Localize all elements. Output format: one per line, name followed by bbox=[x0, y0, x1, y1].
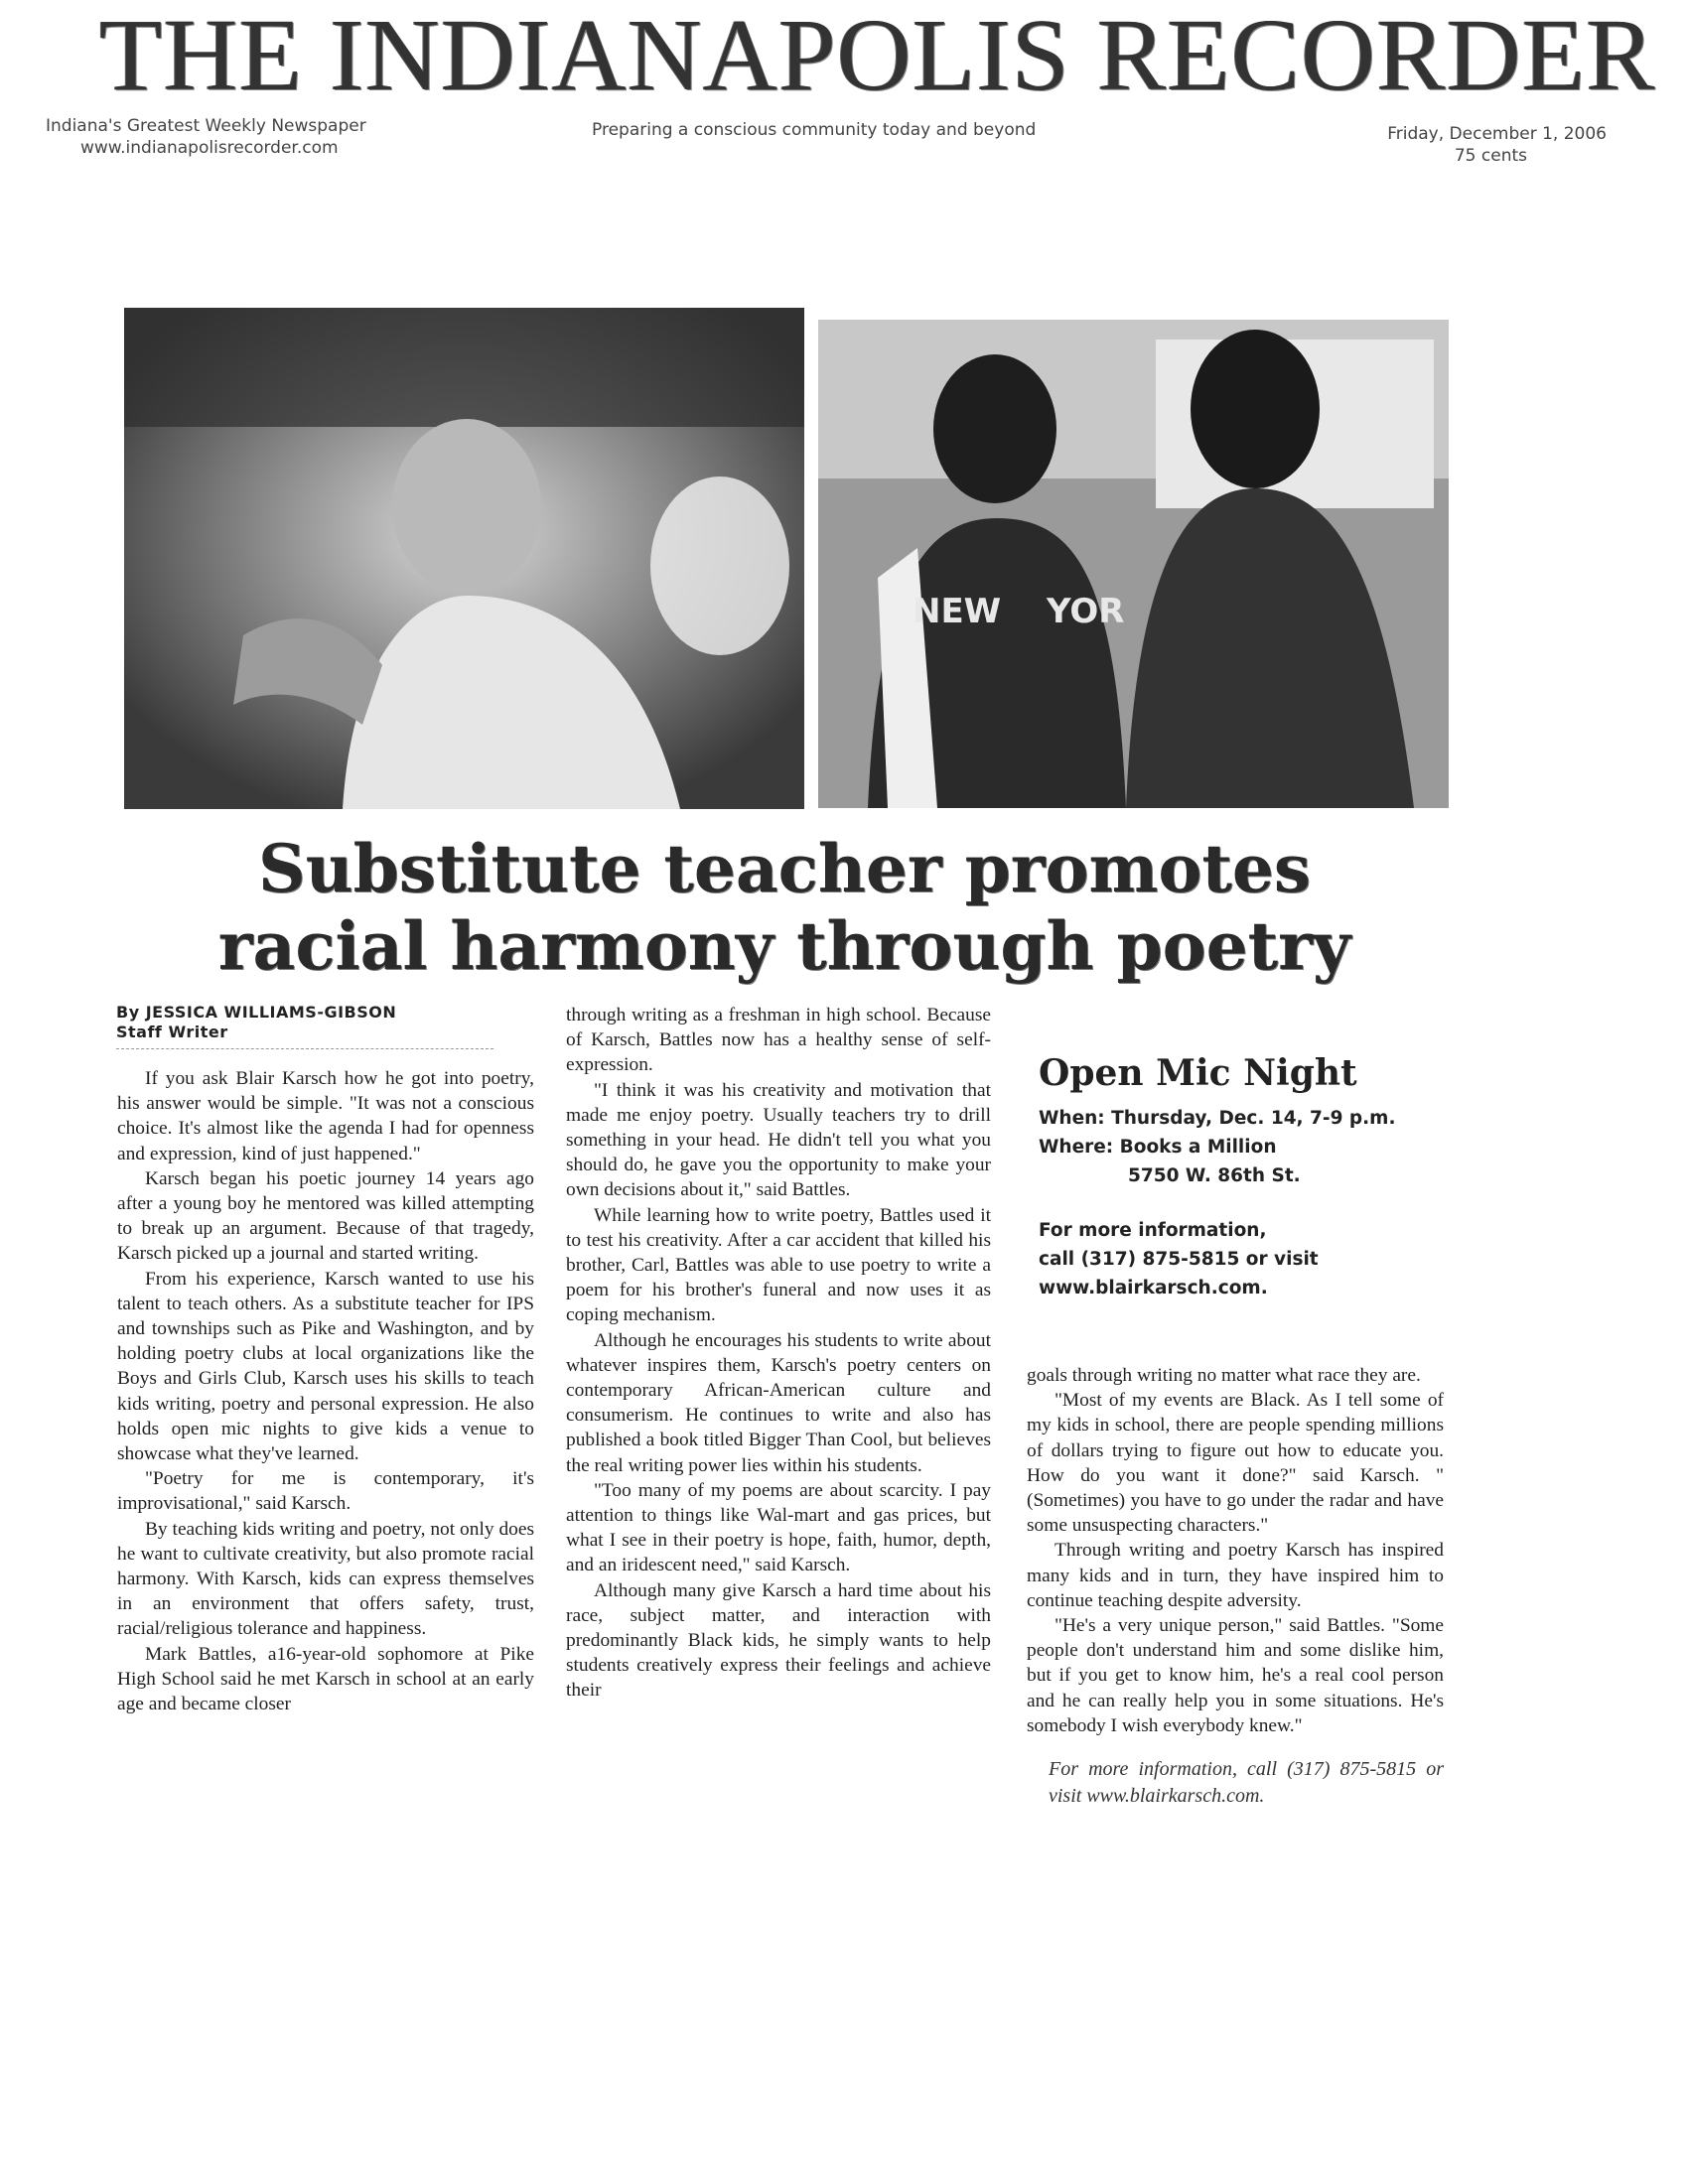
masthead-tagline-left bbox=[46, 115, 366, 159]
jacket-text-new: NEW bbox=[913, 592, 1002, 631]
open-mic-address: 5750 W. 86th St. bbox=[1128, 1165, 1301, 1186]
masthead-title: THE INDIANAPOLIS RECORDER bbox=[99, 0, 1656, 112]
col2-para: through writing as a freshman in high school. Because of Karsch, Battles now has a healthy sense of self-expression. bbox=[566, 1005, 991, 1076]
masthead-dateline bbox=[1368, 123, 1607, 167]
col1-para: Karsch began his poetic journey 14 years ago after a young boy he mentored was killed attempting to break up an argument. Because of that tragedy, Karsch picked up a journal and started writing. bbox=[117, 1167, 534, 1265]
article-column-3 bbox=[1027, 1363, 1444, 1810]
col2-para: Although many give Karsch a hard time about his race, subject matter, and interaction with predominantly Black kids, he simply wants to help students creatively express their feelings and achieve their bbox=[566, 1579, 991, 1702]
open-mic-when: When: Thursday, Dec. 14, 7-9 p.m. bbox=[1039, 1108, 1396, 1129]
col3-para: goals through writing no matter what race they are. bbox=[1027, 1365, 1421, 1386]
col2-para: While learning how to write poetry, Battles used it to test his creativity. After a car accident that killed his brother, Carl, Battles was able to use poetry to write a poem for his brother's funeral and now uses it as coping mechanism. bbox=[566, 1204, 991, 1326]
open-mic-box bbox=[1039, 1052, 1416, 1302]
col2-para: Although he encourages his students to write about whatever inspires them, Karsch's poetry centers on contemporary African-American culture and consumerism. He continues to write and also has published a book titled Bigger Than Cool, but believes the real writing power lies within his students. bbox=[566, 1329, 991, 1476]
photo-teacher bbox=[124, 308, 804, 809]
col1-para: From his experience, Karsch wanted to use his talent to teach others. As a substitute teacher for IPS and townships such as Pike and Washington, and by holding poetry clubs at local organizations like the Boys and Girls Club, Karsch uses his skills to teach kids writing, poetry and personal expression. He also holds open mic nights to give kids a venue to showcase what they've learned. bbox=[117, 1268, 534, 1465]
article-footnote: For more information, call (317) 875-5815 or visit www.blairkarsch.com. bbox=[1049, 1758, 1444, 1808]
masthead-price: 75 cents bbox=[1454, 146, 1527, 166]
open-mic-website: www.blairkarsch.com. bbox=[1039, 1278, 1268, 1298]
col3-para: "Most of my events are Black. As I tell some of my kids in school, there are people spending millions of dollars trying to figure out how to educate you. How do you want it done?" said Karsch. "(Sometimes) you have to go under the radar and have some unsuspecting characters." bbox=[1027, 1390, 1444, 1537]
open-mic-info-2: call (317) 875-5815 or visit bbox=[1039, 1249, 1319, 1270]
byline-author: By JESSICA WILLIAMS-GIBSON bbox=[116, 1003, 397, 1022]
article-column-2 bbox=[566, 1003, 991, 1704]
masthead-website: www.indianapolisrecorder.com bbox=[80, 138, 339, 158]
byline-role: Staff Writer bbox=[116, 1023, 228, 1041]
masthead-date: Friday, December 1, 2006 bbox=[1387, 124, 1607, 144]
open-mic-title: Open Mic Night bbox=[1039, 1052, 1357, 1094]
byline bbox=[116, 1003, 396, 1042]
byline-rule bbox=[116, 1048, 493, 1049]
col1-para: Mark Battles, a16-year-old sophomore at Pike High School said he met Karsch in school at an early age and became closer bbox=[117, 1643, 534, 1715]
col1-para: "Poetry for me is contemporary, it's improvisational," said Karsch. bbox=[117, 1468, 534, 1515]
headline-line-2: racial harmony through poetry bbox=[217, 907, 1351, 985]
col3-para: "He's a very unique person," said Battles. "Some people don't understand him and some dislike him, but if you get to know him, he's a real cool person and he can really help you in some situations. He's somebody I wish everybody knew." bbox=[1027, 1615, 1444, 1736]
col2-para: "I think it was his creativity and motivation that made me enjoy poetry. Usually teachers try to drill something in your head. He didn't tell you what you should do, he gave you the opportunity to make your own decisions about it," said Battles. bbox=[566, 1079, 991, 1201]
jacket-text-yor: YOR bbox=[1047, 592, 1125, 631]
col1-para: By teaching kids writing and poetry, not only does he want to cultivate creativity, but also promote racial harmony. With Karsch, kids can express themselves in an environment that offers safety, trust, racial/religious tolerance and happiness. bbox=[117, 1518, 534, 1640]
photo-students bbox=[818, 320, 1449, 808]
open-mic-info-1: For more information, bbox=[1039, 1220, 1267, 1241]
open-mic-where: Where: Books a Million bbox=[1039, 1137, 1277, 1158]
col2-para: "Too many of my poems are about scarcity. I pay attention to things like Wal-mart and gas prices, but what I see in their poetry is hope, faith, humor, depth, and an iridescent need," said Karsch. bbox=[566, 1479, 991, 1576]
article-column-1 bbox=[117, 1066, 534, 1716]
col3-para: Through writing and poetry Karsch has inspired many kids and in turn, they have inspired him to continue teaching despite adversity. bbox=[1027, 1540, 1444, 1611]
masthead-tagline-1: Indiana's Greatest Weekly Newspaper bbox=[46, 116, 366, 136]
masthead-tagline-center: Preparing a conscious community today and beyond bbox=[592, 120, 1037, 140]
headline-line-1: Substitute teacher promotes bbox=[257, 830, 1312, 907]
col1-para: If you ask Blair Karsch how he got into poetry, his answer would be simple. "It was not a conscious choice. It's almost like the agenda I had for openness and expression, kind of just happened." bbox=[117, 1068, 534, 1164]
